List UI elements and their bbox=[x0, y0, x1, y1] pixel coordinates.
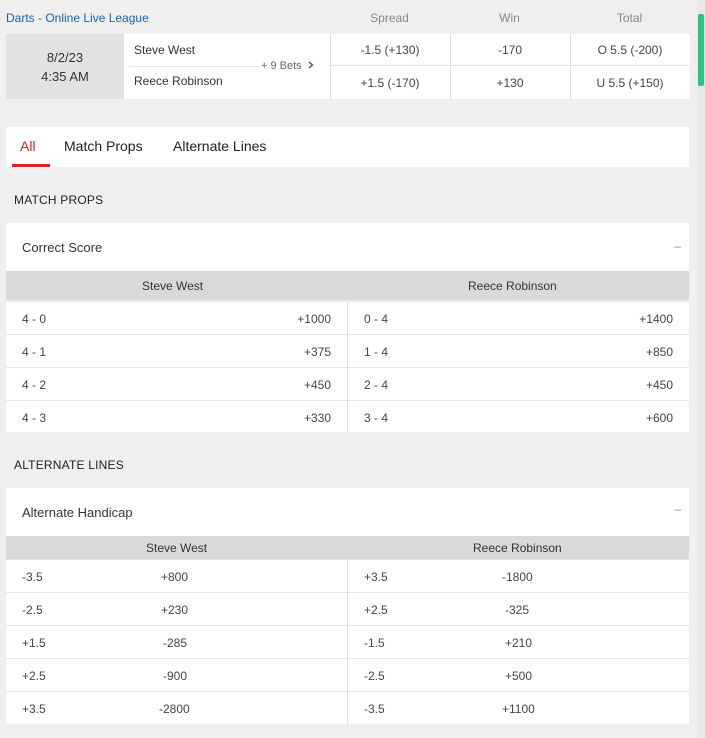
alternate-handicap-title: Alternate Handicap bbox=[22, 505, 133, 520]
odds-button[interactable]: +330 bbox=[303, 411, 331, 425]
odds-button[interactable]: -285 bbox=[163, 636, 188, 650]
handicap-line: -3.5 bbox=[364, 702, 385, 716]
odds-button[interactable]: +375 bbox=[303, 345, 331, 359]
market-tabs bbox=[6, 127, 689, 167]
handicap-line: +3.5 bbox=[22, 702, 46, 716]
table-row bbox=[6, 301, 689, 334]
event-datetime bbox=[6, 34, 124, 99]
odds-button[interactable]: +1000 bbox=[297, 312, 331, 326]
collapse-icon[interactable]: – bbox=[674, 239, 681, 253]
scrollbar[interactable] bbox=[697, 0, 705, 738]
match-props-section-title: MATCH PROPS bbox=[14, 193, 104, 207]
odds-button[interactable]: +1400 bbox=[639, 312, 673, 326]
tab-match-props[interactable]: Match Props bbox=[64, 138, 143, 154]
score-label: 4 - 1 bbox=[22, 345, 47, 359]
odds-button[interactable]: +850 bbox=[645, 345, 673, 359]
team2-spread-odds[interactable]: +1.5 (-170) bbox=[330, 66, 449, 99]
odds-button[interactable]: -2800 bbox=[159, 702, 190, 716]
table-row bbox=[6, 658, 689, 691]
handicap-line: -2.5 bbox=[364, 669, 385, 683]
column-label-team2: Reece Robinson bbox=[468, 279, 557, 293]
table-row bbox=[6, 400, 689, 432]
handicap-line: -2.5 bbox=[22, 603, 43, 617]
table-row bbox=[6, 691, 689, 724]
event-time: 4:35 AM bbox=[41, 68, 89, 84]
team2-total-odds[interactable]: U 5.5 (+150) bbox=[570, 66, 689, 99]
score-label: 1 - 4 bbox=[364, 345, 389, 359]
handicap-line: +2.5 bbox=[364, 603, 388, 617]
event-date: 8/2/23 bbox=[46, 49, 84, 65]
spread-header: Spread bbox=[370, 11, 409, 25]
score-label: 4 - 2 bbox=[22, 378, 47, 392]
scrollbar-thumb[interactable] bbox=[698, 14, 704, 86]
tab-all[interactable]: All bbox=[20, 138, 36, 154]
score-label: 4 - 3 bbox=[22, 411, 47, 425]
handicap-line: +2.5 bbox=[22, 669, 46, 683]
chevron-right-icon bbox=[308, 61, 314, 69]
odds-button[interactable]: -1800 bbox=[502, 570, 533, 584]
collapse-icon[interactable]: – bbox=[674, 502, 681, 516]
odds-button[interactable]: +230 bbox=[161, 603, 189, 617]
score-label: 0 - 4 bbox=[364, 312, 389, 326]
handicap-line: -1.5 bbox=[364, 636, 385, 650]
correct-score-column-header bbox=[6, 271, 689, 300]
odds-button[interactable]: +600 bbox=[645, 411, 673, 425]
table-row bbox=[6, 625, 689, 658]
score-label: 3 - 4 bbox=[364, 411, 389, 425]
score-label: 4 - 0 bbox=[22, 312, 47, 326]
league-link[interactable]: Darts - Online Live League bbox=[6, 11, 149, 25]
alternate-handicap-column-header bbox=[6, 536, 689, 559]
more-bets-label: + 9 Bets bbox=[261, 60, 302, 72]
team1-win-odds[interactable]: -170 bbox=[450, 34, 569, 66]
table-row bbox=[6, 559, 689, 592]
column-label-team2: Reece Robinson bbox=[473, 541, 562, 555]
odds-button[interactable]: +500 bbox=[505, 669, 533, 683]
correct-score-panel-header[interactable] bbox=[6, 223, 689, 271]
odds-button[interactable]: +210 bbox=[505, 636, 533, 650]
odds-button[interactable]: -325 bbox=[505, 603, 530, 617]
event-card bbox=[6, 34, 690, 99]
more-bets-link[interactable] bbox=[261, 60, 314, 72]
active-tab-indicator bbox=[12, 164, 50, 167]
win-header: Win bbox=[499, 11, 520, 25]
team2-name: Reece Robinson bbox=[134, 74, 223, 88]
team2-win-odds[interactable]: +130 bbox=[450, 66, 569, 99]
team1-spread-odds[interactable]: -1.5 (+130) bbox=[330, 34, 449, 66]
handicap-line: +3.5 bbox=[364, 570, 388, 584]
column-label-team1: Steve West bbox=[142, 279, 204, 293]
alternate-handicap-panel-header[interactable] bbox=[6, 488, 689, 536]
team1-name: Steve West bbox=[134, 43, 196, 57]
score-label: 2 - 4 bbox=[364, 378, 389, 392]
odds-button[interactable]: +1100 bbox=[502, 702, 535, 716]
column-label-team1: Steve West bbox=[146, 541, 208, 555]
odds-button[interactable]: +450 bbox=[645, 378, 673, 392]
table-row bbox=[6, 367, 689, 400]
table-row bbox=[6, 334, 689, 367]
handicap-line: -3.5 bbox=[22, 570, 43, 584]
handicap-line: +1.5 bbox=[22, 636, 46, 650]
odds-button[interactable]: +450 bbox=[303, 378, 331, 392]
correct-score-title: Correct Score bbox=[22, 240, 103, 255]
total-header: Total bbox=[616, 11, 643, 25]
odds-button[interactable]: +800 bbox=[161, 570, 189, 584]
alternate-lines-section-title: ALTERNATE LINES bbox=[14, 458, 124, 472]
team-divider bbox=[130, 66, 260, 67]
team1-total-odds[interactable]: O 5.5 (-200) bbox=[570, 34, 689, 66]
tab-alternate-lines[interactable]: Alternate Lines bbox=[173, 138, 267, 154]
table-row bbox=[6, 592, 689, 625]
odds-button[interactable]: -900 bbox=[163, 669, 188, 683]
